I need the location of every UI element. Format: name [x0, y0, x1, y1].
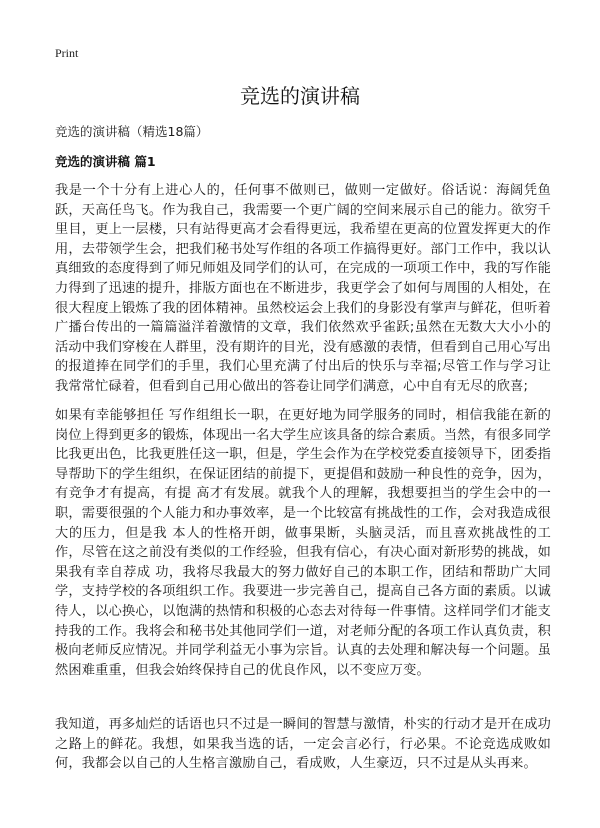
print-link[interactable]: Print [55, 46, 79, 60]
document-subtitle: 竞选的演讲稿（精选18篇） [55, 124, 209, 139]
body-paragraph: 如果有幸能够担任 写作组组长一职，在更好地为同学服务的同时，相信我能在新的岗位上得到更多的锻炼，体现出一名大学生应该具备的综合素质。当然，有很多同学比我更出色，比我更胜任这一职，但是，学生会作为在学校党委直接领导下，团委指导帮助下的学生组织，在保证团结的前提下，更提倡和鼓励一种良性的竞争，因为，有竞争才有提高，有提 高才有发展。就我个人的理解，我想要担当的学生会中的一职，需要很强的个人能力和办事效率，是一个比较富有挑战性的工作，会对我造成很大的压力，但是我 本人的性格开朗，做事果断，头脑灵活，而且喜欢挑战性的工作，尽管在这之前没有类似的工作经验，但我有信心，有决心面对新形势的挑战，如果我有幸自荐成 功，我将尽我最大的努力做好自己的本职工作，团结和帮助广大同学，支持学校的各项组织工作。我要进一步完善自己，提高自己各方面的素质。以诚待人，以心换心，以饱满的热情和积极的心态去对待每一件事情。这样同学们才能支持我的工作。我将会和秘书处其他同学们一道，对老师分配的各项工作认真负责，积极向老师反应情况。并同学利益无小事为宗旨。认真的去处理和解决每一个问题。虽然困难重重，但我会始终保持自己的优良作风，以不变应万变。 [55, 408, 551, 678]
page-title: 竞选的演讲稿 [240, 84, 360, 108]
body-paragraph: 我是一个十分有上进心人的，任何事不做则已，做则一定做好。俗话说：海阔凭鱼跃，天高任鸟飞。作为我自己，我需要一个更广阔的空间来展示自己的能力。欲穷千里目，更上一层楼，只有站得更高才会看得更远，我希望在更高的位置发挥更大的作用，去带领学生会，把我们秘书处写作组的各项工作搞得更好。部门工作中，我以认真细致的态度得到了师兄师姐及同学们的认可，在完成的一项项工作中，我的写作能力得到了迅速的提升，排版方面也在不断进步，我更学会了如何与周围的人相处，在很大程度上锻炼了我的团体精神。虽然校运会上我们的身影没有掌声与鲜花，但听着广播台传出的一篇篇溢洋着激情的文章，我们依然欢乎雀跃;虽然在无数大大小小的活动中我们穿梭在人群里，没有期许的目光，没有感激的表情，但看到自己用心写出的报道捧在同学们的手里，我们心里充满了付出后的快乐与幸福;尽管工作与学习让我常常忙碌着，但看到自己用心做出的答卷让同学们满意，心中自有无尽的欣喜; [55, 183, 551, 394]
body-paragraph: 我知道，再多灿烂的话语也只不过是一瞬间的智慧与激情，朴实的行动才是开在成功之路上的鲜花。我想，如果我当选的话，一定会言必行，行必果。不论竞选成败如何，我都会以自己的人生格言激励自己，看成败，人生豪迈，只不过是从头再来。 [55, 717, 551, 772]
section-heading: 竞选的演讲稿 篇1 [55, 154, 156, 169]
